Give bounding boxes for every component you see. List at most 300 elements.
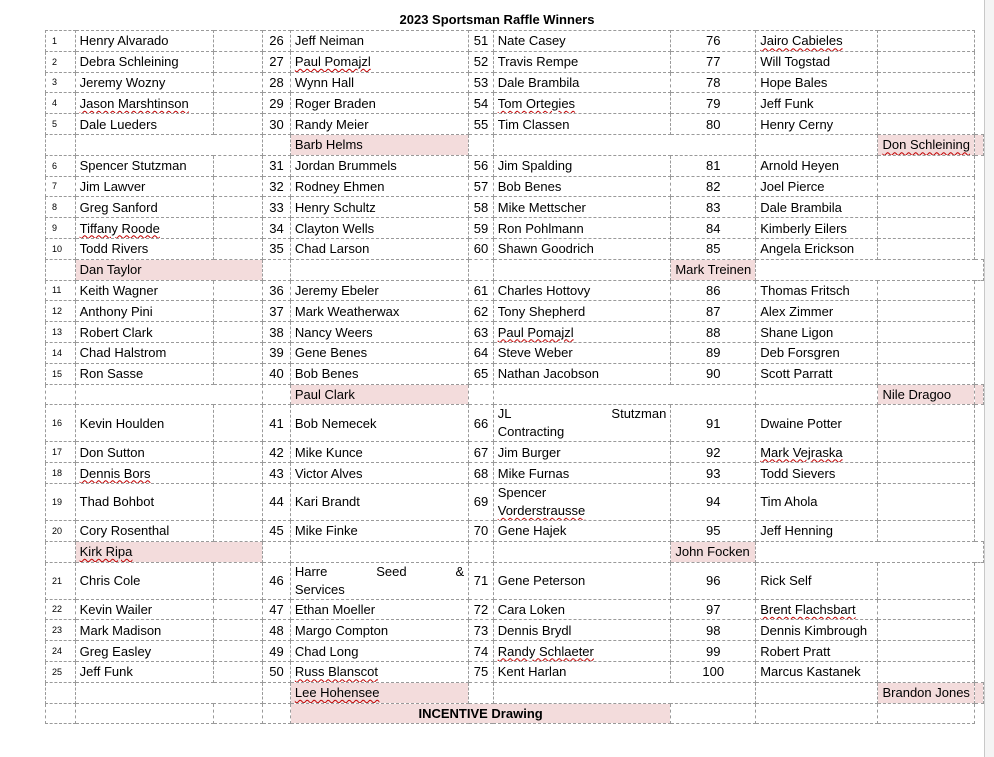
bonus-winner: Paul Clark — [290, 384, 468, 405]
rank-number: 38 — [263, 322, 291, 343]
empty-cell — [214, 51, 263, 72]
winner-name — [290, 51, 468, 72]
rank-number: 76 — [671, 31, 756, 52]
winner-name: Thad Bohbot — [75, 483, 213, 520]
rank-number: 37 — [263, 301, 291, 322]
winner-name — [493, 641, 671, 662]
rank-number: 81 — [671, 155, 756, 176]
rank-number: 11 — [46, 280, 76, 301]
rank-number: 24 — [46, 641, 76, 662]
empty-cell — [214, 363, 263, 384]
empty-cell — [469, 259, 494, 280]
empty-cell — [878, 641, 975, 662]
rank-number: 3 — [46, 72, 76, 93]
name-word: JL — [497, 406, 512, 422]
empty-cell — [214, 342, 263, 363]
spellcheck-flag: Paul Pomajzl — [294, 54, 371, 70]
empty-cell — [75, 682, 262, 703]
winner-name: Tim Classen — [493, 114, 671, 135]
table-row — [46, 562, 984, 599]
spellcheck-flag: Brent Flachsbart — [760, 601, 856, 617]
rank-number: 2 — [46, 51, 76, 72]
empty-cell — [214, 301, 263, 322]
winner-name: Dale Lueders — [75, 114, 213, 135]
empty-cell — [214, 114, 263, 135]
winner-name: Jeff Funk — [756, 93, 878, 114]
winner-name: Spencer Vorderstrausse — [493, 483, 671, 520]
rank-number: 17 — [46, 442, 76, 463]
empty-cell — [214, 620, 263, 641]
table-row — [46, 51, 984, 72]
table-row — [46, 641, 984, 662]
winner-name: Gene Benes — [290, 342, 468, 363]
table-row — [46, 218, 984, 239]
rank-number: 57 — [469, 176, 494, 197]
winner-name: Rick Self — [756, 562, 878, 599]
empty-cell — [214, 280, 263, 301]
rank-number: 1 — [46, 31, 76, 52]
bonus-row — [46, 541, 984, 562]
rank-number: 83 — [671, 197, 756, 218]
empty-cell — [469, 541, 494, 562]
empty-cell — [214, 31, 263, 52]
winner-name: Deb Forsgren — [756, 342, 878, 363]
empty-cell — [75, 703, 213, 724]
winner-name: Thomas Fritsch — [756, 280, 878, 301]
winner-name: Marcus Kastanek — [756, 661, 878, 682]
winner-name: Harre Seed & Services — [290, 562, 468, 599]
rank-number: 97 — [671, 599, 756, 620]
winner-name: Chris Cole — [75, 562, 213, 599]
rank-number: 33 — [263, 197, 291, 218]
rank-number: 13 — [46, 322, 76, 343]
empty-cell — [214, 93, 263, 114]
rank-number: 40 — [263, 363, 291, 384]
spellcheck-flag: Tiffany Roode — [79, 220, 160, 236]
empty-cell — [214, 463, 263, 484]
table-row — [46, 322, 984, 343]
table-row — [46, 93, 984, 114]
rank-number: 72 — [469, 599, 494, 620]
spellcheck-flag: Randy Schlaeter — [497, 643, 594, 659]
rank-number: 55 — [469, 114, 494, 135]
rank-number: 42 — [263, 442, 291, 463]
rank-number: 21 — [46, 562, 76, 599]
empty-cell — [46, 384, 76, 405]
winner-name: Don Sutton — [75, 442, 213, 463]
empty-cell — [878, 342, 975, 363]
empty-cell — [878, 155, 975, 176]
winner-name: Debra Schleining — [75, 51, 213, 72]
empty-cell — [756, 682, 878, 703]
rank-number: 10 — [46, 238, 76, 259]
winner-name: Dale Brambila — [756, 197, 878, 218]
table-row — [46, 155, 984, 176]
winner-name: Kent Harlan — [493, 661, 671, 682]
winner-name: Nathan Jacobson — [493, 363, 671, 384]
winner-name: Nancy Weers — [290, 322, 468, 343]
empty-cell — [975, 682, 984, 703]
bonus-row — [46, 384, 984, 405]
winner-name: Margo Compton — [290, 620, 468, 641]
rank-number: 4 — [46, 93, 76, 114]
empty-cell — [214, 72, 263, 93]
rank-number: 44 — [263, 483, 291, 520]
rank-number: 61 — [469, 280, 494, 301]
empty-cell — [46, 134, 76, 155]
rank-number: 26 — [263, 31, 291, 52]
name-word: Seed — [376, 563, 407, 579]
winner-name: Greg Easley — [75, 641, 213, 662]
winner-name: Jeremy Ebeler — [290, 280, 468, 301]
winner-name: Alex Zimmer — [756, 301, 878, 322]
winner-name: Jim Burger — [493, 442, 671, 463]
empty-cell — [756, 541, 984, 562]
rank-number: 41 — [263, 405, 291, 442]
empty-cell — [75, 384, 262, 405]
rank-number: 29 — [263, 93, 291, 114]
table-row — [46, 620, 984, 641]
rank-number: 51 — [469, 31, 494, 52]
winner-name: Ron Sasse — [75, 363, 213, 384]
name-line — [498, 405, 667, 423]
rank-number: 64 — [469, 342, 494, 363]
empty-cell — [214, 238, 263, 259]
rank-number: 30 — [263, 114, 291, 135]
rank-number: 90 — [671, 363, 756, 384]
bonus-winner — [75, 541, 262, 562]
rank-number: 14 — [46, 342, 76, 363]
empty-cell — [214, 405, 263, 442]
rank-number: 31 — [263, 155, 291, 176]
rank-number: 87 — [671, 301, 756, 322]
bonus-row — [46, 134, 984, 155]
rank-number: 5 — [46, 114, 76, 135]
empty-cell — [878, 322, 975, 343]
empty-cell — [214, 218, 263, 239]
empty-cell — [878, 51, 975, 72]
empty-cell — [975, 384, 984, 405]
rank-number: 46 — [263, 562, 291, 599]
winner-name: Henry Cerny — [756, 114, 878, 135]
empty-cell — [878, 93, 975, 114]
empty-cell — [878, 442, 975, 463]
rank-number: 89 — [671, 342, 756, 363]
rank-number: 100 — [671, 661, 756, 682]
empty-cell — [878, 463, 975, 484]
empty-cell — [214, 641, 263, 662]
rank-number: 56 — [469, 155, 494, 176]
rank-number: 16 — [46, 405, 76, 442]
winner-name: Dennis Kimbrough — [756, 620, 878, 641]
rank-number: 96 — [671, 562, 756, 599]
table-row — [46, 520, 984, 541]
rank-number: 71 — [469, 562, 494, 599]
rank-number: 86 — [671, 280, 756, 301]
winner-name: Randy Meier — [290, 114, 468, 135]
table-row — [46, 72, 984, 93]
rank-number: 12 — [46, 301, 76, 322]
winner-name — [756, 442, 878, 463]
spellcheck-flag: Dennis Bors — [79, 465, 151, 481]
spellcheck-flag: Russ Blanscot — [294, 664, 378, 680]
winner-name: Nate Casey — [493, 31, 671, 52]
winner-name: Spencer Stutzman — [75, 155, 213, 176]
rank-number: 74 — [469, 641, 494, 662]
bonus-winner: John Focken — [671, 541, 756, 562]
winner-name: Bob Benes — [290, 363, 468, 384]
empty-cell — [878, 520, 975, 541]
rank-number: 34 — [263, 218, 291, 239]
empty-cell — [878, 703, 975, 724]
winner-name: Clayton Wells — [290, 218, 468, 239]
bonus-row — [46, 682, 984, 703]
bonus-winner: Mark Treinen — [671, 259, 756, 280]
empty-cell — [214, 661, 263, 682]
rank-number: 98 — [671, 620, 756, 641]
winner-name: Mark Weatherwax — [290, 301, 468, 322]
winner-name — [75, 93, 213, 114]
empty-cell — [975, 134, 984, 155]
rank-number: 36 — [263, 280, 291, 301]
table-row — [46, 31, 984, 52]
winner-name: Gene Hajek — [493, 520, 671, 541]
rank-number: 6 — [46, 155, 76, 176]
rank-number: 52 — [469, 51, 494, 72]
rank-number: 8 — [46, 197, 76, 218]
winner-name: Angela Erickson — [756, 238, 878, 259]
winner-name: Kevin Wailer — [75, 599, 213, 620]
bonus-winner — [878, 134, 975, 155]
rank-number: 48 — [263, 620, 291, 641]
empty-cell — [878, 405, 975, 442]
empty-cell — [878, 238, 975, 259]
empty-cell — [493, 541, 671, 562]
winner-name — [75, 463, 213, 484]
bonus-winner: Brandon Jones — [878, 682, 975, 703]
rank-number: 50 — [263, 661, 291, 682]
rank-number: 28 — [263, 72, 291, 93]
winner-name: Gene Peterson — [493, 562, 671, 599]
winner-name: Kimberly Eilers — [756, 218, 878, 239]
spellcheck-flag: Jason Marshtinson — [79, 95, 189, 111]
rank-number: 60 — [469, 238, 494, 259]
empty-cell — [469, 134, 494, 155]
rank-number: 69 — [469, 483, 494, 520]
rank-number: 35 — [263, 238, 291, 259]
winner-name: Jeff Neiman — [290, 31, 468, 52]
rank-number: 80 — [671, 114, 756, 135]
winner-name: Chad Long — [290, 641, 468, 662]
empty-cell — [214, 197, 263, 218]
winner-name: Dwaine Potter — [756, 405, 878, 442]
winner-name: Todd Sievers — [756, 463, 878, 484]
empty-cell — [46, 682, 76, 703]
bonus-winner: Barb Helms — [290, 134, 468, 155]
winner-name: Henry Alvarado — [75, 31, 213, 52]
empty-cell — [263, 541, 291, 562]
empty-cell — [214, 483, 263, 520]
rank-number: 94 — [671, 483, 756, 520]
rank-number: 91 — [671, 405, 756, 442]
empty-cell — [214, 562, 263, 599]
winner-name — [75, 218, 213, 239]
spellcheck-flag: Kirk Ripa — [79, 544, 133, 560]
rank-number: 58 — [469, 197, 494, 218]
table-row — [46, 363, 984, 384]
winner-name: Jeremy Wozny — [75, 72, 213, 93]
winner-name: Dennis Brydl — [493, 620, 671, 641]
empty-cell — [75, 134, 262, 155]
empty-cell — [878, 301, 975, 322]
rank-number: 73 — [469, 620, 494, 641]
empty-cell — [214, 703, 263, 724]
empty-cell — [290, 541, 468, 562]
spellcheck-flag: Paul Pomajzl — [497, 324, 574, 340]
empty-cell — [214, 322, 263, 343]
rank-number: 88 — [671, 322, 756, 343]
winners-table — [45, 30, 984, 724]
empty-cell — [878, 562, 975, 599]
empty-cell — [756, 259, 984, 280]
table-row — [46, 238, 984, 259]
rank-number: 63 — [469, 322, 494, 343]
winner-name: Mike Furnas — [493, 463, 671, 484]
winner-name: Mike Finke — [290, 520, 468, 541]
table-row — [46, 114, 984, 135]
winner-name: Anthony Pini — [75, 301, 213, 322]
winner-name: Cara Loken — [493, 599, 671, 620]
rank-number: 20 — [46, 520, 76, 541]
rank-number: 7 — [46, 176, 76, 197]
bonus-row — [46, 259, 984, 280]
winner-name: JL Stutzman Contracting — [493, 405, 671, 442]
empty-cell — [214, 599, 263, 620]
empty-cell — [878, 620, 975, 641]
empty-cell — [263, 134, 291, 155]
rank-number: 67 — [469, 442, 494, 463]
winner-name: Keith Wagner — [75, 280, 213, 301]
empty-cell — [469, 682, 494, 703]
winner-name: Shane Ligon — [756, 322, 878, 343]
rank-number: 79 — [671, 93, 756, 114]
winner-name: Jeff Henning — [756, 520, 878, 541]
rank-number: 49 — [263, 641, 291, 662]
winner-name: Scott Parratt — [756, 363, 878, 384]
winner-name: Jordan Brummels — [290, 155, 468, 176]
rank-number: 22 — [46, 599, 76, 620]
rank-number: 92 — [671, 442, 756, 463]
rank-number: 27 — [263, 51, 291, 72]
table-row — [46, 483, 984, 520]
empty-cell — [46, 541, 76, 562]
winner-name: Travis Rempe — [493, 51, 671, 72]
bonus-winner: Dan Taylor — [75, 259, 262, 280]
rank-number: 93 — [671, 463, 756, 484]
empty-cell — [263, 682, 291, 703]
winner-name: Bob Nemecek — [290, 405, 468, 442]
rank-number: 45 — [263, 520, 291, 541]
empty-cell — [756, 134, 878, 155]
empty-cell — [263, 259, 291, 280]
empty-cell — [214, 155, 263, 176]
footer-row — [46, 703, 984, 724]
winner-name: Mike Kunce — [290, 442, 468, 463]
rank-number: 85 — [671, 238, 756, 259]
empty-cell — [493, 134, 755, 155]
rank-number: 84 — [671, 218, 756, 239]
empty-cell — [878, 661, 975, 682]
winner-name: Robert Pratt — [756, 641, 878, 662]
winner-name: Steve Weber — [493, 342, 671, 363]
table-row — [46, 405, 984, 442]
table-row — [46, 176, 984, 197]
empty-cell — [671, 703, 756, 724]
table-row — [46, 442, 984, 463]
empty-cell — [878, 483, 975, 520]
empty-cell — [756, 703, 878, 724]
winner-name: Shawn Goodrich — [493, 238, 671, 259]
rank-number: 9 — [46, 218, 76, 239]
winner-name: Chad Larson — [290, 238, 468, 259]
table-row — [46, 301, 984, 322]
incentive-drawing-label: INCENTIVE Drawing — [290, 703, 670, 724]
winner-name — [756, 31, 878, 52]
empty-cell — [469, 384, 494, 405]
empty-cell — [214, 442, 263, 463]
empty-cell — [493, 682, 755, 703]
winner-name: Tony Shepherd — [493, 301, 671, 322]
spellcheck-flag: Jairo Cabieles — [760, 33, 843, 49]
winner-name: Mike Mettscher — [493, 197, 671, 218]
rank-number: 75 — [469, 661, 494, 682]
name-word: & — [455, 563, 465, 579]
winner-name: Roger Braden — [290, 93, 468, 114]
winner-name: Jim Spalding — [493, 155, 671, 176]
winners-table-body — [46, 31, 984, 724]
winner-name — [493, 93, 671, 114]
rank-number: 25 — [46, 661, 76, 682]
winner-name: Will Togstad — [756, 51, 878, 72]
empty-cell — [878, 218, 975, 239]
rank-number: 23 — [46, 620, 76, 641]
winner-name: Rodney Ehmen — [290, 176, 468, 197]
table-row — [46, 661, 984, 682]
empty-cell — [878, 599, 975, 620]
winner-name: Chad Halstrom — [75, 342, 213, 363]
empty-cell — [878, 72, 975, 93]
empty-cell — [756, 384, 878, 405]
winner-name: Wynn Hall — [290, 72, 468, 93]
winner-name — [290, 661, 468, 682]
rank-number: 68 — [469, 463, 494, 484]
rank-number: 39 — [263, 342, 291, 363]
winner-name: Cory Rosenthal — [75, 520, 213, 541]
winner-name: Ron Pohlmann — [493, 218, 671, 239]
empty-cell — [46, 259, 76, 280]
empty-cell — [878, 31, 975, 52]
table-row — [46, 197, 984, 218]
winner-name: Joel Pierce — [756, 176, 878, 197]
winner-name: Kari Brandt — [290, 483, 468, 520]
empty-cell — [290, 259, 468, 280]
rank-number: 53 — [469, 72, 494, 93]
rank-number: 77 — [671, 51, 756, 72]
page-title: 2023 Sportsman Raffle Winners — [399, 12, 595, 27]
bonus-winner: Nile Dragoo — [878, 384, 975, 405]
rank-number: 43 — [263, 463, 291, 484]
name-word: Stutzman — [611, 406, 667, 422]
